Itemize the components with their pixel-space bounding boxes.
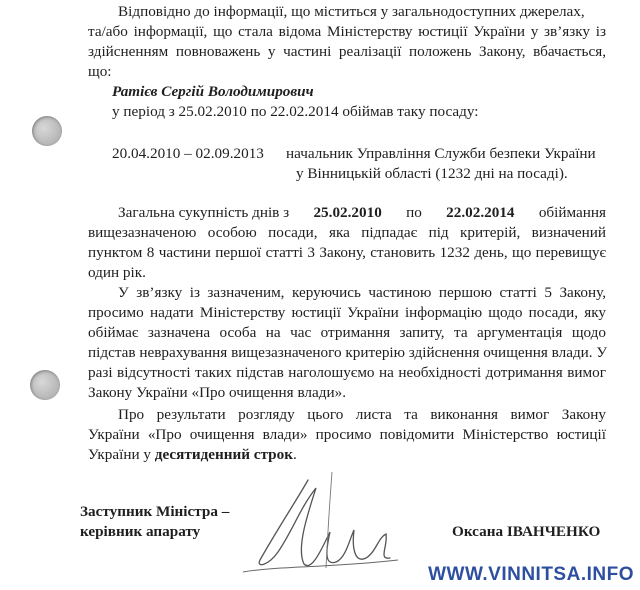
watermark: WWW.VINNITSA.INFO [428,564,634,585]
position-dates: 20.04.2010 – 02.09.2013 [112,145,264,162]
p4-deadline: десятиденний строк [154,446,293,463]
paragraph-3-line-3: обіймає зазначена особа на час отримання запиту, та аргументація щодо [88,324,606,341]
paragraph-3-line-4: підстав неврахування вищезазначеного критерію здійснення очищення влади. У [88,344,608,361]
paragraph-3-line-5: разі відсутності таких підстав наголошуємо на необхідності дотримання вимог [88,364,606,381]
p2-text-c: обіймання [538,204,606,221]
punch-hole-bottom [30,370,60,400]
period-line: у період з 25.02.2010 по 22.02.2014 обіймав таку посаду: [112,103,479,120]
p2-text-a: Загальна сукупність днів з [118,204,290,221]
position-line-2: у Вінницькій області (1232 дні на посаді). [296,165,568,182]
p4-text-a: України у [88,446,151,463]
punch-hole-top [32,116,62,146]
p2-date-start: 25.02.2010 [313,204,382,221]
signatory-title-line-1: Заступник Міністра – [80,503,230,520]
paragraph-4-line-1: Про результати розгляду цього листа та виконання вимог Закону [118,406,606,423]
signatory-name [452,522,600,541]
p2-text-b: по [406,204,422,221]
paragraph-1-line-1: Відповідно до інформації, що міститься у загальнодоступних джерелах, [118,3,585,20]
handwritten-signature [238,468,408,578]
paragraph-2-line-4: один рік. [88,264,146,281]
signatory-last-name: ІВАНЧЕНКО [506,523,601,540]
paragraph-2-line-3: пунктом 8 частини першої статті 3 Закону, становить 1232 день, що перевищує [88,244,606,261]
signatory-first-name: Оксана [452,523,504,540]
signatory-title-line-2: керівник апарату [80,523,201,540]
paragraph-3-line-6: Закону України «Про очищення влади». [88,384,346,401]
p2-date-end: 22.02.2014 [446,204,515,221]
paragraph-4-line-2: України «Про очищення влади» просимо повідомити Міністерство юстиції [88,426,606,443]
paragraph-1-line-2: та/або інформації, що стала відома Міністерству юстиції України у зв’язку із [88,23,606,40]
paragraph-1-line-4: що: [88,63,112,80]
paragraph-2-line-1 [118,203,606,222]
p4-period: . [292,446,297,463]
paragraph-2-line-2: вищезазначеною особою посади, яка підпадає під критерій, визначений [88,224,606,241]
paragraph-1-line-3: здійсненням повноважень у частині реалізації положень Закону, вбачається, [88,43,606,60]
position-line-1: начальник Управління Служби безпеки України [286,145,596,162]
person-name: Ратієв Сергій Володимирович [112,83,314,100]
paragraph-4-line-3 [88,445,297,464]
paragraph-3-line-2: просимо надати Міністерству юстиції України інформацію щодо посади, яку [88,304,606,321]
paragraph-3-line-1: У зв’язку із зазначеним, керуючись частиною першою статті 5 Закону, [118,284,606,301]
